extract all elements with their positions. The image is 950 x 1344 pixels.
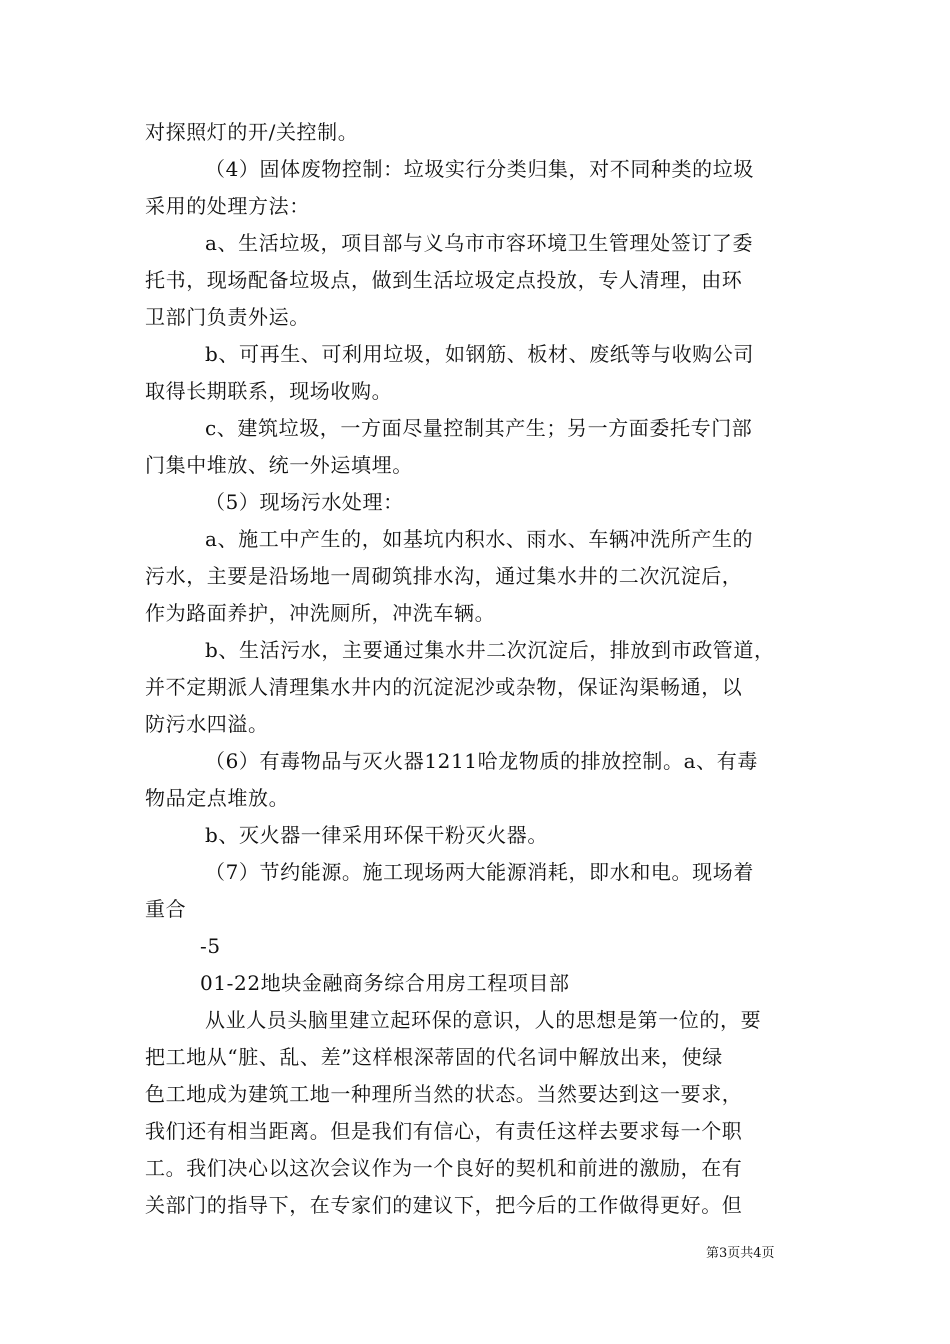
text-line: （6）有毒物品与灭火器1211哈龙物质的排放控制。a、有毒 [205, 749, 758, 773]
text-line: b、可再生、可利用垃圾，如钢筋、板材、废纸等与收购公司 [205, 342, 755, 366]
text-line: 门集中堆放、统一外运填埋。 [145, 453, 413, 477]
text-line: b、灭火器一律采用环保干粉灭火器。 [205, 823, 549, 847]
text-line: （7）节约能源。施工现场两大能源消耗，即水和电。现场着 [205, 860, 754, 884]
project-header: 01-22地块金融商务综合用房工程项目部 [200, 971, 570, 995]
text-line: a、生活垃圾，项目部与义乌市市容环境卫生管理处签订了委 [205, 231, 754, 255]
text-line: 防污水四溢。 [145, 712, 269, 736]
text-line: 污水，主要是沿场地一周砌筑排水沟，通过集水井的二次沉淀后， [145, 564, 743, 588]
text-line: 卫部门负责外运。 [145, 305, 310, 329]
text-line: 对探照灯的开/关控制。 [145, 120, 359, 144]
text-line: 色工地成为建筑工地一种理所当然的状态。当然要达到这一要求， [145, 1082, 743, 1106]
text-line: 重合 [145, 897, 187, 921]
text-line: 关部门的指导下，在专家们的建议下，把今后的工作做得更好。但 [145, 1193, 743, 1217]
text-line: 工。我们决心以这次会议作为一个良好的契机和前进的激励，在有 [145, 1156, 743, 1180]
text-line: c、建筑垃圾，一方面尽量控制其产生；另一方面委托专门部 [205, 416, 753, 440]
text-line: 取得长期联系，现场收购。 [145, 379, 393, 403]
text-line: 托书，现场配备垃圾点，做到生活垃圾定点投放，专人清理，由环 [145, 268, 743, 292]
text-line: b、生活污水，主要通过集水井二次沉淀后，排放到市政管道， [205, 638, 775, 662]
text-line: 从业人员头脑里建立起环保的意识，人的思想是第一位的，要 [205, 1008, 762, 1032]
text-line: 并不定期派人清理集水井内的沉淀泥沙或杂物，保证沟渠畅通，以 [145, 675, 743, 699]
page-number-marker: -5 [200, 934, 221, 958]
text-line: a、施工中产生的，如基坑内积水、雨水、车辆冲洗所产生的 [205, 527, 754, 551]
text-line: （5）现场污水处理： [205, 490, 404, 514]
text-line: 采用的处理方法： [145, 194, 310, 218]
text-line: 我们还有相当距离。但是我们有信心，有责任这样去要求每一个职 [145, 1119, 743, 1143]
text-line: 作为路面养护，冲洗厕所，冲洗车辆。 [145, 601, 496, 625]
text-line: 把工地从“脏、乱、差”这样根深蒂固的代名词中解放出来，使绿 [145, 1045, 723, 1069]
text-line: （4）固体废物控制：垃圾实行分类归集，对不同种类的垃圾 [205, 157, 754, 181]
text-line: 物品定点堆放。 [145, 786, 290, 810]
page-footer: 第3页共4页 [706, 1246, 775, 1261]
